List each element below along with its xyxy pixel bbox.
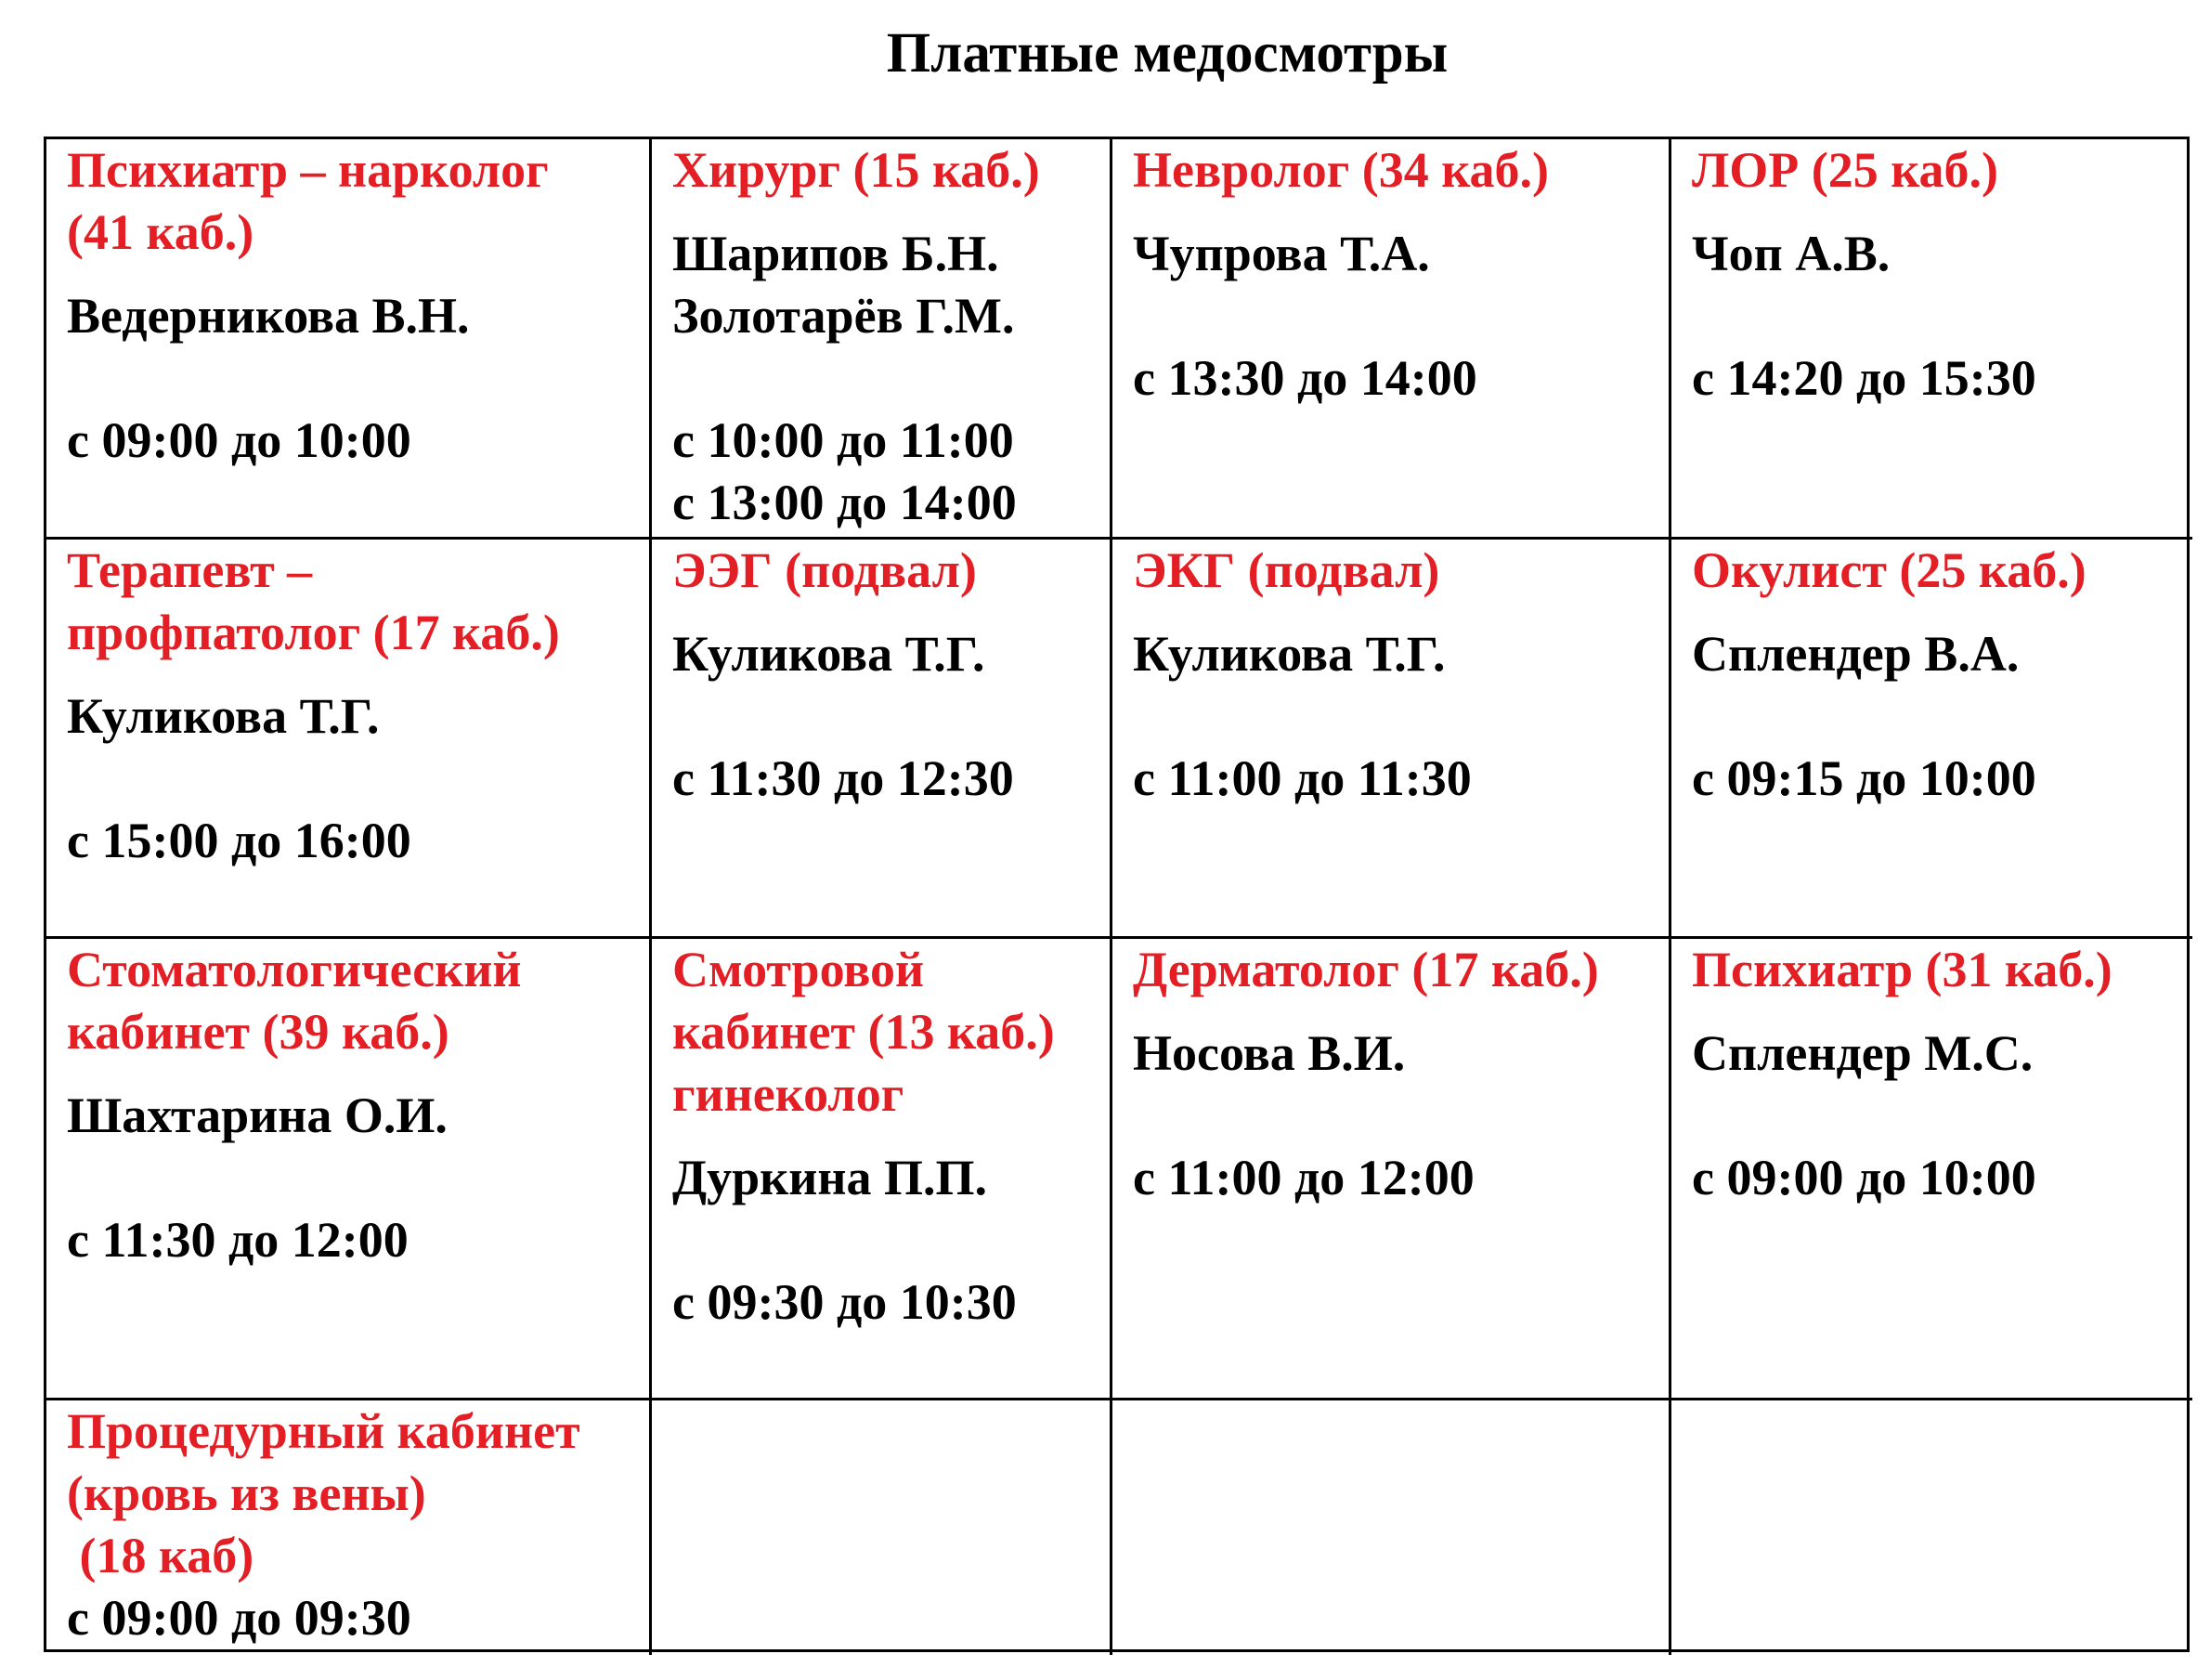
table-cell bbox=[46, 139, 652, 540]
cell-doctor: Сплендер М.С. bbox=[1692, 1025, 2034, 1081]
table-cell bbox=[1671, 540, 2192, 939]
cell-time: с 11:30 до 12:30 bbox=[672, 750, 1014, 806]
cell-doctor: Шарипов Б.Н. bbox=[672, 226, 999, 281]
cell-time: с 11:00 до 12:00 bbox=[1133, 1150, 1475, 1205]
table-cell bbox=[46, 1400, 652, 1655]
schedule-table bbox=[44, 137, 2190, 1652]
cell-doctor: Куликова Т.Г. bbox=[672, 626, 985, 682]
cell-doctor: Чоп А.В. bbox=[1692, 226, 1891, 281]
cell-heading: профпатолог (17 каб.) bbox=[67, 605, 560, 660]
table-cell bbox=[46, 540, 652, 939]
cell-heading: Окулист (25 каб.) bbox=[1692, 542, 2086, 598]
cell-doctor: Дуркина П.П. bbox=[672, 1150, 988, 1205]
cell-heading: (41 каб.) bbox=[67, 204, 254, 260]
cell-heading: гинеколог bbox=[672, 1066, 904, 1122]
cell-time: с 11:30 до 12:00 bbox=[67, 1212, 409, 1268]
cell-heading: кабинет (13 каб.) bbox=[672, 1004, 1055, 1060]
table-cell bbox=[1112, 139, 1671, 540]
cell-heading: (кровь из вены) bbox=[67, 1465, 426, 1521]
cell-time: с 13:00 до 14:00 bbox=[672, 475, 1017, 530]
cell-doctor: Носова В.И. bbox=[1133, 1025, 1406, 1081]
cell-heading: Процедурный кабинет bbox=[67, 1403, 580, 1459]
cell-doctor: Шахтарина О.И. bbox=[67, 1087, 448, 1143]
cell-doctor: Золотарёв Г.М. bbox=[672, 288, 1015, 344]
table-cell bbox=[1112, 1400, 1671, 1655]
cell-doctor: Чупрова Т.А. bbox=[1133, 226, 1430, 281]
table-cell bbox=[1671, 939, 2192, 1400]
table-cell bbox=[652, 1400, 1112, 1655]
cell-doctor: Ведерникова В.Н. bbox=[67, 288, 470, 344]
table-cell bbox=[652, 540, 1112, 939]
table-cell bbox=[1112, 939, 1671, 1400]
table-cell bbox=[652, 939, 1112, 1400]
cell-heading: ЭКГ (подвал) bbox=[1133, 542, 1440, 598]
cell-time: с 09:00 до 10:00 bbox=[67, 412, 411, 468]
cell-heading: ЭЭГ (подвал) bbox=[672, 542, 977, 598]
cell-time: с 09:00 до 10:00 bbox=[1692, 1150, 2036, 1205]
cell-heading: (18 каб) bbox=[67, 1528, 254, 1583]
cell-doctor: Сплендер В.А. bbox=[1692, 626, 2020, 682]
cell-heading: Смотровой bbox=[672, 942, 925, 997]
cell-time: с 11:00 до 11:30 bbox=[1133, 750, 1472, 806]
cell-time: с 09:30 до 10:30 bbox=[672, 1274, 1017, 1330]
table-cell bbox=[1671, 139, 2192, 540]
cell-time: с 14:20 до 15:30 bbox=[1692, 350, 2036, 406]
table-cell bbox=[1112, 540, 1671, 939]
table-cell bbox=[1671, 1400, 2192, 1655]
table-cell bbox=[652, 139, 1112, 540]
cell-heading: Психиатр – нарколог bbox=[67, 142, 549, 198]
cell-doctor: Куликова Т.Г. bbox=[67, 688, 380, 744]
cell-time: с 13:30 до 14:00 bbox=[1133, 350, 1477, 406]
table-cell bbox=[46, 939, 652, 1400]
cell-heading: Хирург (15 каб.) bbox=[672, 142, 1040, 198]
cell-time: с 09:00 до 09:30 bbox=[67, 1590, 411, 1646]
cell-heading: Невролог (34 каб.) bbox=[1133, 142, 1550, 198]
cell-heading: Психиатр (31 каб.) bbox=[1692, 942, 2112, 997]
cell-doctor: Куликова Т.Г. bbox=[1133, 626, 1446, 682]
cell-heading: Терапевт – bbox=[67, 542, 313, 598]
cell-time: с 09:15 до 10:00 bbox=[1692, 750, 2036, 806]
cell-time: с 10:00 до 11:00 bbox=[672, 412, 1014, 468]
cell-heading: Стоматологический bbox=[67, 942, 522, 997]
cell-heading: ЛОР (25 каб.) bbox=[1692, 142, 1998, 198]
cell-heading: Дерматолог (17 каб.) bbox=[1133, 942, 1599, 997]
page-title: Платные медосмотры bbox=[886, 22, 1449, 85]
cell-time: с 15:00 до 16:00 bbox=[67, 813, 411, 868]
cell-heading: кабинет (39 каб.) bbox=[67, 1004, 449, 1060]
